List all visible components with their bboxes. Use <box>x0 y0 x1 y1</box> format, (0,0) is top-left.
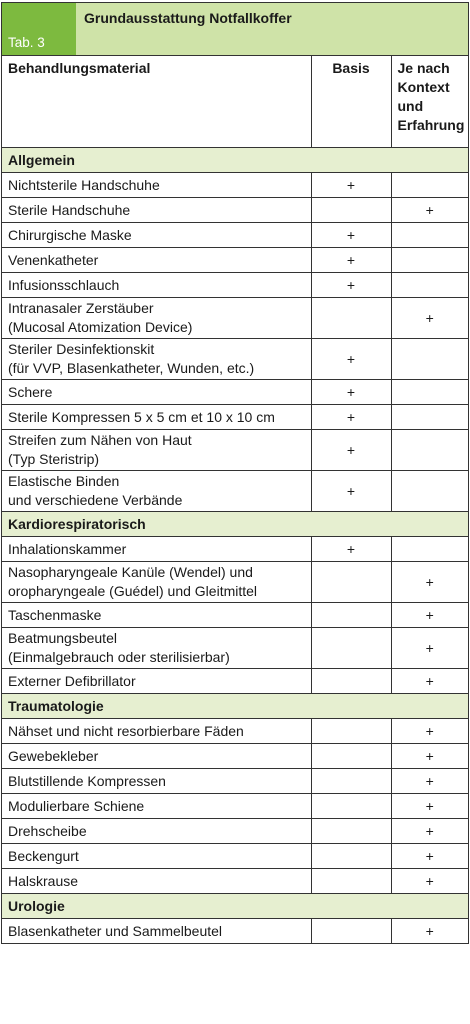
table-row <box>2 298 468 339</box>
basis-mark <box>311 669 391 694</box>
section-heading: Kardiorespiratorisch <box>2 512 468 537</box>
item-name: Externer Defibrillator <box>2 669 311 694</box>
context-mark <box>391 471 468 512</box>
table-row <box>2 537 468 562</box>
table-row <box>2 719 468 744</box>
section-heading: Allgemein <box>2 148 468 173</box>
basis-mark <box>311 919 391 944</box>
table-number-label: Tab. 3 <box>2 3 76 55</box>
table-row <box>2 562 468 603</box>
section-row <box>2 894 468 919</box>
table-title: Grundausstattung Notfallkoffer <box>76 3 468 55</box>
header-context: Je nach Kontext und Erfahrung <box>391 56 468 148</box>
basis-mark: + <box>311 471 391 512</box>
table-row <box>2 919 468 944</box>
table-row <box>2 819 468 844</box>
table-row <box>2 248 468 273</box>
context-mark: + <box>391 198 468 223</box>
basis-mark <box>311 562 391 603</box>
context-mark: + <box>391 869 468 894</box>
context-mark: + <box>391 769 468 794</box>
equipment-table <box>2 56 468 943</box>
basis-mark <box>311 298 391 339</box>
basis-mark <box>311 603 391 628</box>
context-mark <box>391 223 468 248</box>
table-row <box>2 405 468 430</box>
table-row <box>2 669 468 694</box>
table-row <box>2 844 468 869</box>
item-name: Steriler Desinfektionskit (für VVP, Blasenkatheter, Wunden, etc.) <box>2 339 311 380</box>
basis-mark: + <box>311 223 391 248</box>
basis-mark <box>311 744 391 769</box>
section-row <box>2 512 468 537</box>
table-header-row <box>2 56 468 148</box>
context-mark <box>391 380 468 405</box>
context-mark: + <box>391 628 468 669</box>
item-name: Intranasaler Zerstäuber (Mucosal Atomization Device) <box>2 298 311 339</box>
basis-mark <box>311 844 391 869</box>
item-name: Infusionsschlauch <box>2 273 311 298</box>
table-row <box>2 223 468 248</box>
basis-mark: + <box>311 273 391 298</box>
context-mark <box>391 537 468 562</box>
item-name: Elastische Binden und verschiedene Verbände <box>2 471 311 512</box>
table-title-bar <box>2 3 468 56</box>
table-row <box>2 380 468 405</box>
context-mark <box>391 173 468 198</box>
table-row <box>2 430 468 471</box>
item-name: Beatmungsbeutel (Einmalgebrauch oder sterilisierbar) <box>2 628 311 669</box>
context-mark: + <box>391 794 468 819</box>
basis-mark: + <box>311 339 391 380</box>
table-row <box>2 603 468 628</box>
section-row <box>2 694 468 719</box>
basis-mark: + <box>311 380 391 405</box>
header-basis: Basis <box>311 56 391 148</box>
item-name: Inhalationskammer <box>2 537 311 562</box>
basis-mark <box>311 769 391 794</box>
table-row <box>2 869 468 894</box>
basis-mark: + <box>311 537 391 562</box>
basis-mark <box>311 628 391 669</box>
section-heading: Urologie <box>2 894 468 919</box>
item-name: Halskrause <box>2 869 311 894</box>
context-mark: + <box>391 298 468 339</box>
table-row <box>2 273 468 298</box>
context-mark <box>391 430 468 471</box>
item-name: Taschenmaske <box>2 603 311 628</box>
section-row <box>2 148 468 173</box>
basis-mark <box>311 794 391 819</box>
context-mark: + <box>391 919 468 944</box>
basis-mark: + <box>311 248 391 273</box>
item-name: Drehscheibe <box>2 819 311 844</box>
basis-mark: + <box>311 405 391 430</box>
item-name: Blasenkatheter und Sammelbeutel <box>2 919 311 944</box>
basis-mark <box>311 819 391 844</box>
item-name: Gewebekleber <box>2 744 311 769</box>
basis-mark <box>311 198 391 223</box>
context-mark: + <box>391 669 468 694</box>
item-name: Beckengurt <box>2 844 311 869</box>
table-row <box>2 173 468 198</box>
equipment-table-frame <box>1 2 469 944</box>
item-name: Chirurgische Maske <box>2 223 311 248</box>
context-mark: + <box>391 744 468 769</box>
context-mark <box>391 405 468 430</box>
item-name: Venenkatheter <box>2 248 311 273</box>
context-mark <box>391 273 468 298</box>
context-mark: + <box>391 844 468 869</box>
item-name: Modulierbare Schiene <box>2 794 311 819</box>
table-row <box>2 769 468 794</box>
context-mark: + <box>391 603 468 628</box>
item-name: Nähset und nicht resorbierbare Fäden <box>2 719 311 744</box>
context-mark <box>391 248 468 273</box>
context-mark: + <box>391 819 468 844</box>
table-row <box>2 471 468 512</box>
item-name: Sterile Kompressen 5 x 5 cm et 10 x 10 cm <box>2 405 311 430</box>
item-name: Schere <box>2 380 311 405</box>
item-name: Sterile Handschuhe <box>2 198 311 223</box>
table-row <box>2 198 468 223</box>
basis-mark <box>311 719 391 744</box>
header-material: Behandlungsmaterial <box>2 56 311 148</box>
table-row <box>2 744 468 769</box>
context-mark <box>391 339 468 380</box>
context-mark: + <box>391 719 468 744</box>
table-row <box>2 628 468 669</box>
basis-mark: + <box>311 430 391 471</box>
context-mark: + <box>391 562 468 603</box>
item-name: Nasopharyngeale Kanüle (Wendel) und oropharyngeale (Guédel) und Gleitmittel <box>2 562 311 603</box>
table-row <box>2 794 468 819</box>
basis-mark: + <box>311 173 391 198</box>
section-heading: Traumatologie <box>2 694 468 719</box>
item-name: Blutstillende Kompressen <box>2 769 311 794</box>
item-name: Streifen zum Nähen von Haut (Typ Steristrip) <box>2 430 311 471</box>
table-row <box>2 339 468 380</box>
basis-mark <box>311 869 391 894</box>
item-name: Nichtsterile Handschuhe <box>2 173 311 198</box>
